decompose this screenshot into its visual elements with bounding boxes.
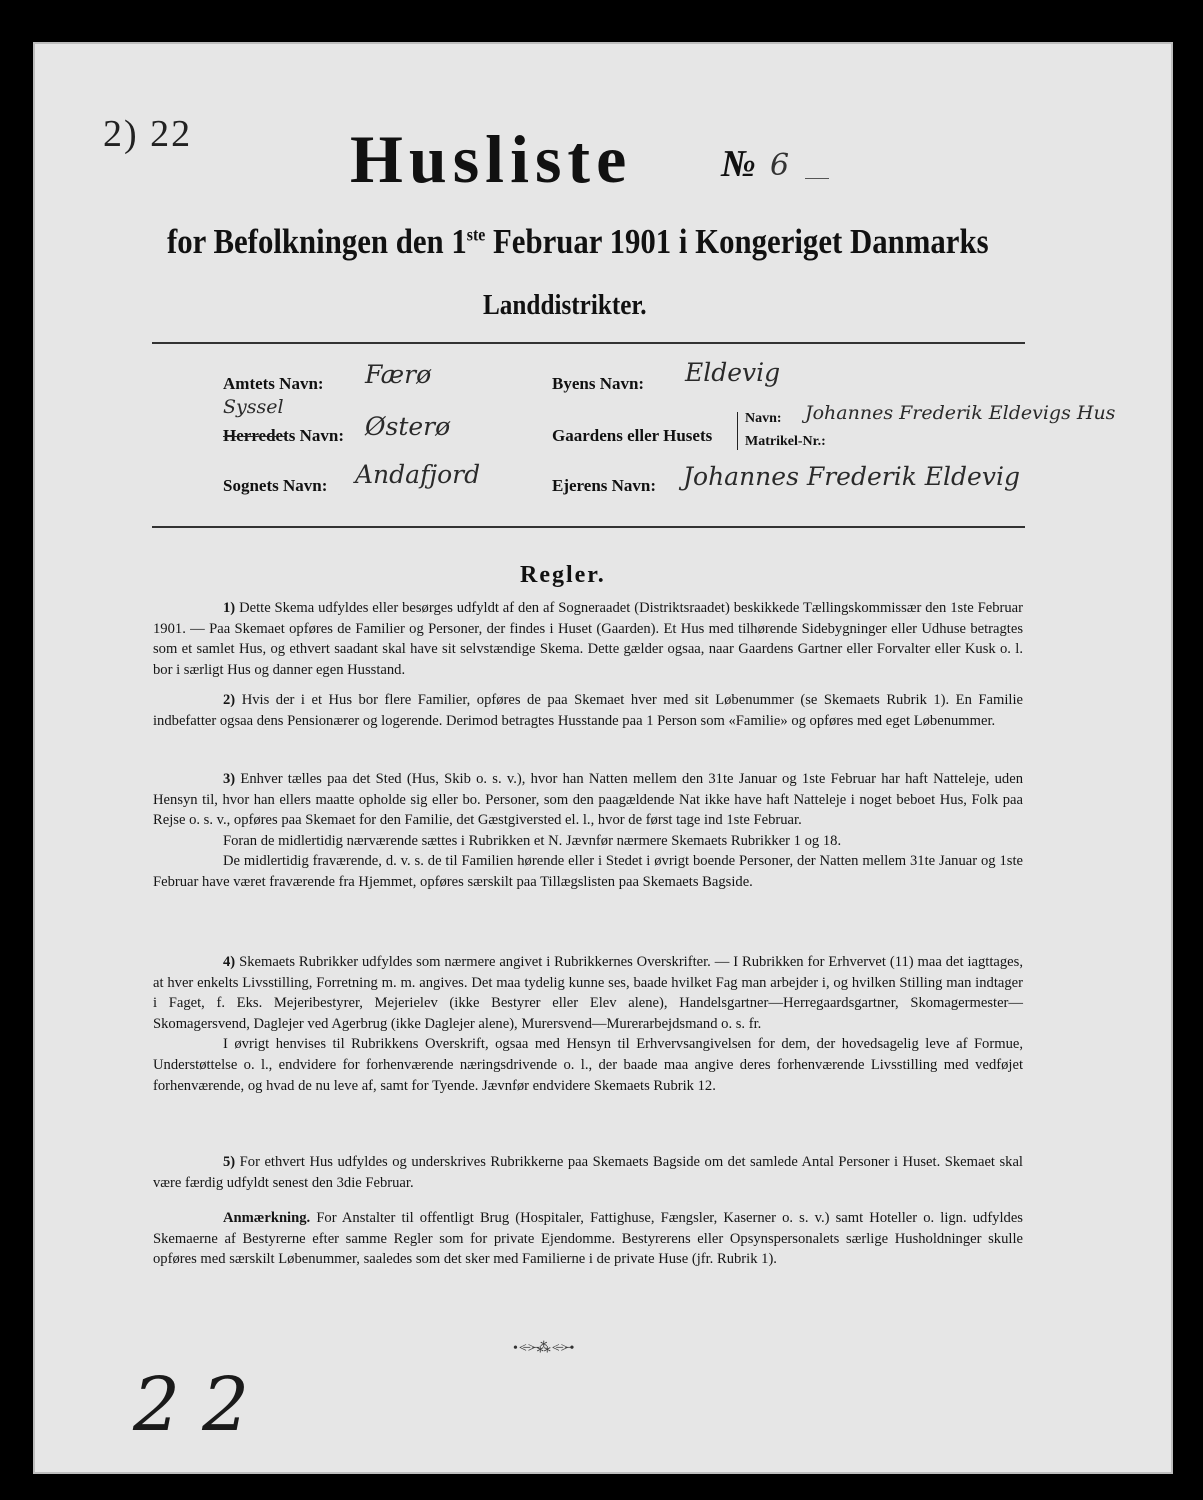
district-heading: Landdistrikter. bbox=[483, 290, 647, 321]
rule-3-text: Enhver tælles paa det Sted (Hus, Skib o. s. v.), hvor han Natten mellem den 31te Januar og 1ste Februar har haft Natteleje, uden Hensyn til, hvor han ellers maatte opholde sig eller bo. Personer, som den paagældende Nat ikke have haft Natteleje i noget beboet Hus, Folk paa Rejse o. s. v., opføres paa Skemaet for den Familie, det Gæstgiversted el. l., hvor de først tage ind 1ste Februar. bbox=[153, 771, 1023, 829]
ornament-divider: •<̶>̶⁂<̶>̶• bbox=[513, 1341, 576, 1356]
subtitle-sup: ste bbox=[466, 224, 486, 245]
ejer-label: Ejerens Navn: bbox=[552, 476, 657, 495]
rule-3 bbox=[153, 769, 1023, 893]
form-subtitle bbox=[167, 222, 989, 262]
herred-label: Herredets Navn: bbox=[223, 426, 345, 445]
rule-3-text-c: De midlertidig fraværende, d. v. s. de til Familien hørende eller i Stedet i øvrigt boende Personer, der Natten mellem 31te Januar og 1ste Februar have været fraværende fra Hjemmet, opføres særskilt paa Tillægslisten paa Skemaets Bagside. bbox=[153, 853, 1023, 890]
rule-4-text: Skemaets Rubrikker udfyldes som nærmere angivet i Rubrikkernes Overskrifter. — I Rubrikken for Erhvervet (11) maa det iagttages, at hver enkelts Livsstilling, Forretning m. m. angives. Det maa tydelig kunne ses, baade hvilket Fag man arbejder i, og hvilken Stilling man indtager i Faget, f. Eks. Mejeribestyrer, Mejerielev (ikke Bestyrer eller Elev alene), Handelsgartner—Herregaardsgartner, Skomagermester—Skomagersvend, Daglejer ved Agerbrug (ikke Daglejer alene), Murersvend—Murerarbejdsmand o. s. fr. bbox=[153, 954, 1023, 1032]
navn-value: Johannes Frederik Eldevigs Hus bbox=[805, 402, 1116, 424]
rule-1-text: Dette Skema udfyldes eller besørges udfyldt af den af Sogneraadet (Distriktsraadet) beskikkede Tællingskommissær den 1ste Februar 1901. — Paa Skemaet opføres de Familier og Personer, der findes i Huset (Gaarden). Et Hus med tilhørende Sidebygninger eller Udhuse betragtes som et samlet Hus, og ethvert saadant skal have sit selvstændige Skema. Dette gælder ogsaa, naar Gaardens Gartner eller Forvalter eller Kusk o. l. bor i særligt Hus og danner egen Husstand. bbox=[153, 600, 1023, 678]
rule-5-text: For ethvert Hus udfyldes og underskrives Rubrikkerne paa Skemaets Bagside om det samlede Antal Personer i Huset. Skemaet skal være færdig udfyldt senest den 3die Februar. bbox=[153, 1154, 1023, 1191]
syssel-correction: Syssel bbox=[223, 396, 284, 418]
field-bracket bbox=[737, 412, 741, 450]
rules-heading: Regler. bbox=[520, 562, 606, 588]
rule-4-text-b: I øvrigt henvises til Rubrikkens Overskrift, ogsaa med Hensyn til Erhvervsangivelsen for dem, der hovedsagelig leve af Formue, Understøttelse o. l., endvidere for forhenværende næringsdrivende o. l., der baade maa angive deres forhenværende Livsstilling med vedføjet forhenværende, og hvad de nu leve af, samt for Tyende. Jævnfør endvidere Skemaets Rubrik 12. bbox=[153, 1036, 1023, 1094]
by-label: Byens Navn: bbox=[552, 374, 645, 393]
subtitle-post: Februar 1901 i Kongeriget Danmarks bbox=[485, 222, 989, 261]
rule-1-number: 1) bbox=[223, 600, 236, 616]
form-title: Husliste bbox=[350, 121, 633, 197]
navn-label: Navn: bbox=[745, 411, 782, 426]
note-text: For Anstalter til offentligt Brug (Hospitaler, Fattighuse, Fængsler, Kaserner o. s. v.) samt Hoteller o. lign. udfyldes Skemaerne af Bestyrerne efter samme Regler som for private Ejendomme. Bestyrerens eller Opsynspersonalets særlige Husholdninger skulle opføres med særskilt Løbenummer, saaledes som det sker med Familierne i de private Huse (jfr. Rubrik 1). bbox=[153, 1210, 1023, 1268]
rule-2 bbox=[153, 690, 1023, 731]
note bbox=[153, 1208, 1023, 1270]
by-value: Eldevig bbox=[685, 358, 781, 387]
amt-value: Færø bbox=[365, 360, 432, 389]
sogn-value: Andafjord bbox=[355, 460, 481, 489]
number-symbol: № bbox=[721, 143, 756, 185]
herred-value: Østerø bbox=[365, 412, 451, 441]
herred-strikethrough bbox=[223, 436, 287, 437]
rule-3-text-b: Foran de midlertidig nærværende sættes i Rubrikken et N. Jævnfør nærmere Skemaets Rubrikker 1 og 18. bbox=[223, 832, 842, 849]
top-divider bbox=[152, 342, 1025, 344]
handwritten-page-number: 22 bbox=[133, 1362, 272, 1448]
rule-1 bbox=[153, 598, 1023, 680]
gaard-label: Gaardens eller Husets bbox=[552, 426, 713, 445]
sogn-label: Sognets Navn: bbox=[223, 476, 328, 495]
note-label: Anmærkning. bbox=[223, 1210, 311, 1226]
subtitle-pre: for Befolkningen den 1 bbox=[167, 222, 467, 261]
rule-4 bbox=[153, 952, 1023, 1096]
ejer-value: Johannes Frederik Eldevig bbox=[683, 462, 1020, 491]
number-underline bbox=[805, 178, 829, 179]
rule-5 bbox=[153, 1152, 1023, 1193]
matrikel-label: Matrikel-Nr.: bbox=[745, 434, 826, 449]
rule-3-number: 3) bbox=[223, 771, 236, 787]
archive-stamp-number: 2) 22 bbox=[103, 113, 193, 155]
list-number-value: 6 bbox=[770, 148, 790, 183]
rule-2-text: Hvis der i et Hus bor flere Familier, opføres de paa Skemaet hver med sit Løbenummer (se Skemaets Rubrik 1). En Familie indbefatter ogsaa dens Pensionærer og logerende. Derimod betragtes Husstande paa 1 Person som «Familie» og opføres med eget Løbenummer. bbox=[153, 692, 1023, 729]
census-form-page bbox=[33, 42, 1173, 1474]
rule-5-number: 5) bbox=[223, 1154, 236, 1170]
rule-2-number: 2) bbox=[223, 692, 236, 708]
bottom-divider bbox=[152, 526, 1025, 528]
amt-label: Amtets Navn: bbox=[223, 374, 324, 393]
rule-4-number: 4) bbox=[223, 954, 236, 970]
